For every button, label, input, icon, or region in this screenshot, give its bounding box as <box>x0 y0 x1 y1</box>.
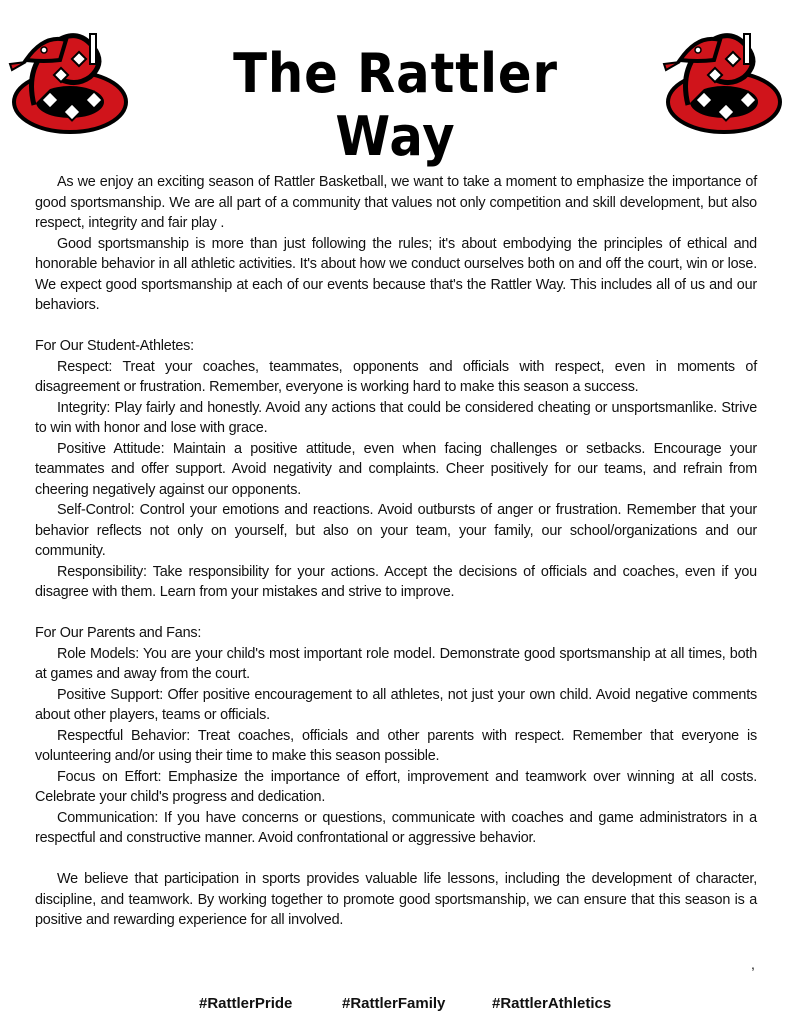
footer-hashtags <box>0 995 791 1017</box>
stray-mark: , <box>751 956 755 972</box>
header <box>0 0 791 168</box>
hashtag-rattler-athletics: #RattlerAthletics <box>492 995 612 1012</box>
rattlesnake-mascot-icon <box>658 10 786 138</box>
parents-heading: For Our Parents and Fans: <box>35 625 202 641</box>
parent-item-focus-on-effort: Focus on Effort: Emphasize the importance of effort, improvement and teamwork over winning at all costs. Celebrate your child's progress and dedication. <box>35 768 757 805</box>
athlete-item-responsibility: Responsibility: Take responsibility for your actions. Accept the decisions of officials and coaches, even if you disagree with them. Learn from your mistakes and strive to improve. <box>35 563 757 600</box>
intro-paragraph-2: Good sportsmanship is more than just following the rules; it's about embodying the principles of ethical and honorable behavior in all athletic activities. It's about how we conduct ourselves both on and off the court, win or lose. We expect good sportsmanship at each of our events because that's the Rattler Way. This includes all of us and our behaviors. <box>35 235 757 313</box>
hashtag-rattler-pride: #RattlerPride <box>199 995 293 1012</box>
athlete-item-positive-attitude: Positive Attitude: Maintain a positive attitude, even when facing challenges or setbacks. Encourage your teammates and offer support. Avoid negativity and complaints. Cheer positively for our teams, and refrain from cheering negatively against our opponents. <box>35 440 757 498</box>
parent-item-respectful-behavior: Respectful Behavior: Treat coaches, officials and other parents with respect. Remember that everyone is volunteering and/or using their time to make this season possible. <box>35 727 757 764</box>
hashtag-rattler-family: #RattlerFamily <box>342 995 446 1012</box>
closing-paragraph: We believe that participation in sports provides valuable life lessons, including the development of character, discipline, and teamwork. By working together to promote good sportsmanship, we can ensure that this season is a positive and rewarding experience for all involved. <box>35 871 757 928</box>
parent-item-positive-support: Positive Support: Offer positive encouragement to all athletes, not just your own child. Avoid negative comments about other players, teams or officials. <box>35 686 757 723</box>
page-title: The Rattler Way <box>233 42 558 168</box>
rattlesnake-mascot-icon <box>4 10 132 138</box>
athlete-item-respect: Respect: Treat your coaches, teammates, opponents and officials with respect, even in moments of disagreement or frustration. Remember, everyone is working hard to make this season a success. <box>35 358 757 395</box>
intro-paragraph-1: As we enjoy an exciting season of Rattler Basketball, we want to take a moment to emphasize the importance of good sportsmanship. We are all part of a community that values not only competition and skill development, but also respect, integrity and fair play . <box>35 174 757 231</box>
athlete-item-self-control: Self-Control: Control your emotions and reactions. Avoid outbursts of anger or frustration. Remember that your behavior reflects not only on yourself, but also on your team, your family, our school/organizations and our community. <box>35 502 757 559</box>
athletes-heading: For Our Student-Athletes: <box>35 338 194 354</box>
body-text <box>35 172 757 931</box>
parent-item-role-models: Role Models: You are your child's most important role model. Demonstrate good sportsmanship at all times, both at games and away from the court. <box>35 645 757 682</box>
athlete-item-integrity: Integrity: Play fairly and honestly. Avoid any actions that could be considered cheating or unsportsmanlike. Strive to win with honor and lose with grace. <box>35 399 757 436</box>
parent-item-communication: Communication: If you have concerns or questions, communicate with coaches and game administrators in a respectful and constructive manner. Avoid confrontational or aggressive behavior. <box>35 809 757 846</box>
